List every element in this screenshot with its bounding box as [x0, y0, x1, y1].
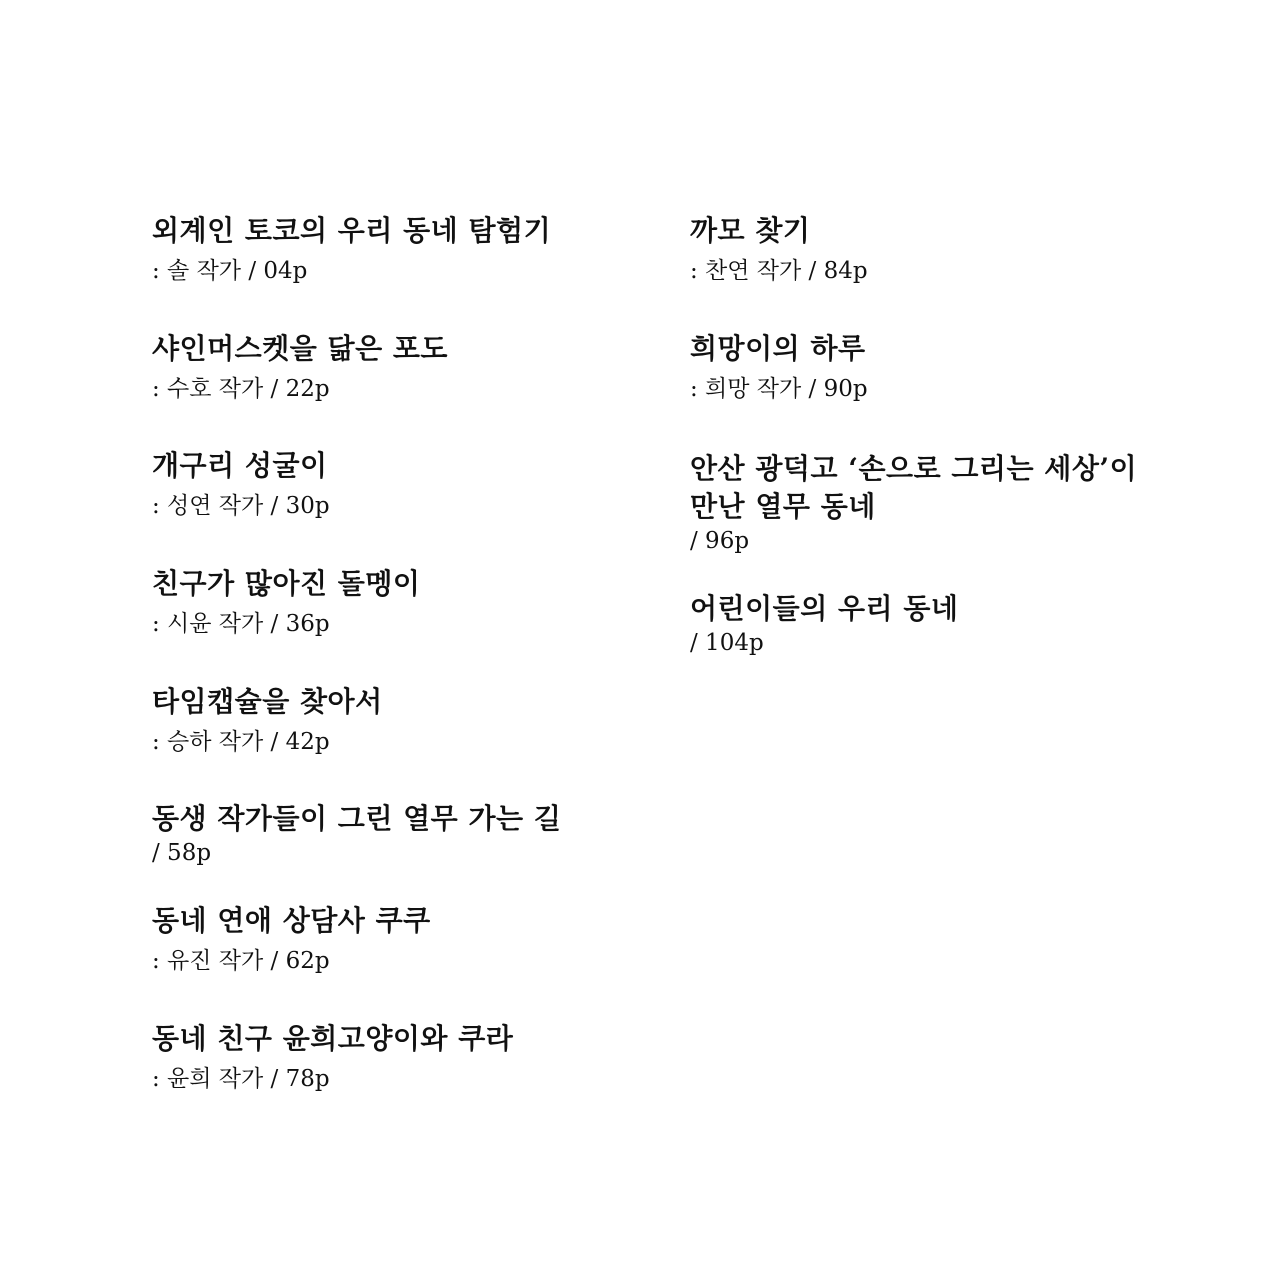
entry-credit: : 솔 작가 / 04p	[152, 258, 308, 284]
entry-page: / 58p	[152, 840, 212, 866]
entry-title: 까모 찾기	[690, 214, 811, 247]
entry-title: 타임캡슐을 찾아서	[152, 685, 383, 718]
toc-entry	[152, 212, 632, 286]
toc-entry	[690, 590, 1170, 658]
toc-entry	[690, 450, 1150, 556]
entry-credit: : 찬연 작가 / 84p	[690, 258, 868, 284]
entry-title: 어린이들의 우리 동네	[690, 592, 959, 625]
entry-credit: : 윤희 작가 / 78p	[152, 1066, 330, 1092]
toc-entry	[152, 902, 632, 976]
entry-credit: : 시윤 작가 / 36p	[152, 611, 330, 637]
entry-title: 외계인 토코의 우리 동네 탐험기	[152, 214, 552, 247]
entry-credit: : 유진 작가 / 62p	[152, 948, 330, 974]
entry-title: 동생 작가들이 그린 열무 가는 길	[152, 802, 562, 835]
entry-title: 친구가 많아진 돌멩이	[152, 567, 421, 600]
entry-title: 희망이의 하루	[690, 332, 866, 365]
toc-entry	[152, 800, 632, 868]
entry-title: 동네 친구 윤희고양이와 쿠라	[152, 1022, 514, 1055]
entry-credit: : 수호 작가 / 22p	[152, 376, 330, 402]
entry-credit: : 성연 작가 / 30p	[152, 493, 330, 519]
entry-page: / 104p	[690, 630, 764, 656]
toc-entry	[152, 683, 632, 757]
toc-entry	[690, 330, 1170, 404]
entry-credit: : 승하 작가 / 42p	[152, 729, 330, 755]
entry-title-line-2: 만난 열무 동네	[690, 490, 876, 523]
entry-credit: : 희망 작가 / 90p	[690, 376, 868, 402]
toc-entry	[690, 212, 1170, 286]
entry-page: / 96p	[690, 528, 750, 554]
toc-entry	[152, 1020, 632, 1094]
toc-entry	[152, 447, 632, 521]
entry-title: 개구리 성굴이	[152, 449, 328, 482]
entry-title: 동네 연애 상담사 쿠쿠	[152, 904, 431, 937]
toc-entry	[152, 565, 632, 639]
entry-title-line-1: 안산 광덕고 ‘손으로 그리는 세상’이	[690, 452, 1138, 485]
toc-entry	[152, 330, 632, 404]
entry-title: 샤인머스켓을 닮은 포도	[152, 332, 448, 365]
